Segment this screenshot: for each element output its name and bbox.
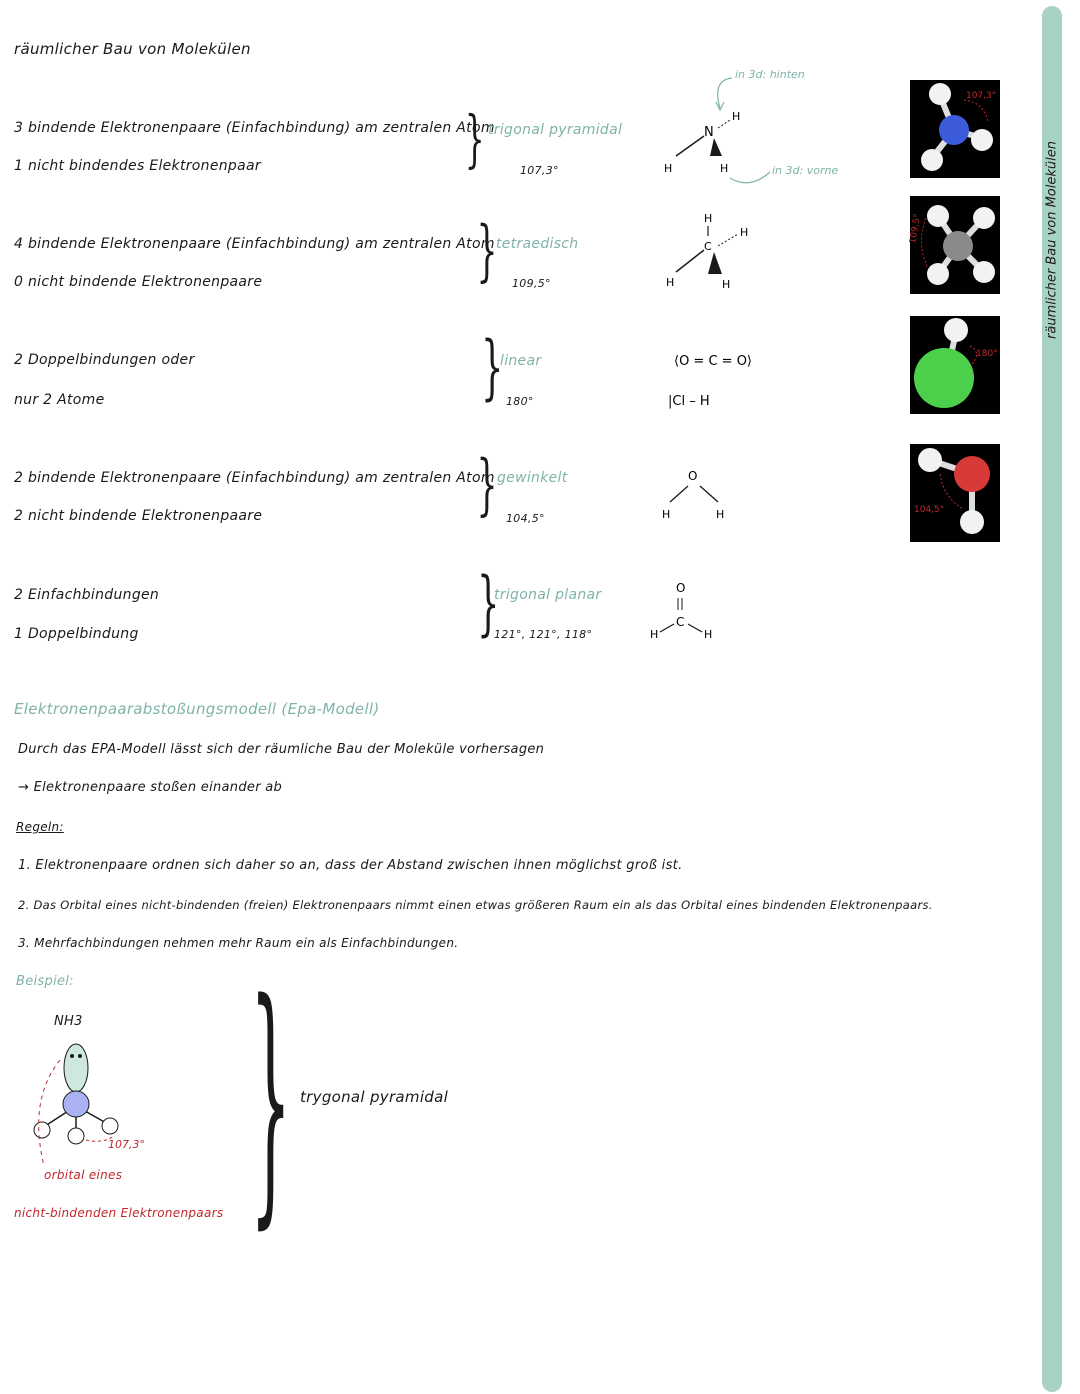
- svg-text:H: H: [740, 226, 749, 239]
- row1-angle: 107,3°: [520, 164, 559, 177]
- nh3-ball-model: [910, 80, 1000, 178]
- h2o-structure: [662, 469, 724, 521]
- nh3-structure: [664, 68, 838, 183]
- svg-text:C: C: [676, 615, 685, 629]
- svg-text:H: H: [666, 276, 675, 289]
- h2o-ball-model: [910, 444, 1000, 542]
- nh3-ball-angle: 107,3°: [966, 91, 997, 101]
- svg-text:H: H: [720, 162, 729, 175]
- nh3-front-note: in 3d: vorne: [772, 164, 839, 177]
- nh3-orbital-angle: 107,3°: [108, 1138, 145, 1151]
- svg-text:H: H: [704, 628, 713, 641]
- epa-example-label: Beispiel:: [16, 974, 74, 989]
- row1-line2: 1 nicht bindendes Elektronenpaar: [14, 158, 261, 174]
- row4-line1: 2 bindende Elektronenpaare (Einfachbindung) am zentralen Atom: [14, 470, 495, 486]
- svg-text:H: H: [732, 110, 741, 123]
- row4-brace: }: [476, 446, 498, 523]
- orbital-label-1: orbital eines: [44, 1168, 123, 1182]
- nh3-n: N: [704, 125, 714, 140]
- h2o-ball-angle: 104,5°: [914, 505, 945, 515]
- hcl-ball-angle: 180°: [976, 349, 998, 359]
- epa-rule-3: 3. Mehrfachbindungen nehmen mehr Raum ein als Einfachbindungen.: [18, 936, 459, 950]
- row3-angle: 180°: [506, 395, 534, 408]
- epa-rule-1: 1. Elektronenpaare ordnen sich daher so an, dass der Abstand zwischen ihnen möglichst groß ist.: [18, 858, 683, 873]
- svg-text:H: H: [650, 628, 659, 641]
- example-brace: }: [250, 949, 292, 1251]
- row2-line1: 4 bindende Elektronenpaare (Einfachbindung) am zentralen Atom: [14, 236, 495, 252]
- row3-line2: nur 2 Atome: [14, 392, 105, 408]
- row3-line1: 2 Doppelbindungen oder: [14, 352, 195, 368]
- svg-text:O: O: [676, 581, 686, 595]
- row5-shape: trigonal planar: [494, 587, 602, 603]
- row5-brace: }: [477, 562, 500, 644]
- row4-line2: 2 nicht bindende Elektronenpaare: [14, 508, 263, 524]
- svg-text:H: H: [716, 508, 725, 521]
- row4-angle: 104,5°: [506, 512, 545, 525]
- row5-line1: 2 Einfachbindungen: [14, 587, 160, 603]
- row2-line2: 0 nicht bindende Elektronenpaare: [14, 274, 263, 290]
- row2-brace: }: [476, 212, 498, 289]
- structure-formulas: [640, 60, 880, 660]
- ch2o-structure: [650, 581, 712, 641]
- nh3-orbital-drawing: [20, 1040, 200, 1180]
- epa-heading: Elektronenpaarabstoßungsmodell (Epa-Modell): [14, 700, 380, 718]
- orbital-label-2: nicht-bindenden Elektronenpaars: [14, 1206, 224, 1220]
- row5-line2: 1 Doppelbindung: [14, 626, 139, 642]
- row5-angle: 121°, 121°, 118°: [494, 628, 593, 641]
- row1-shape: trigonal pyramidal: [488, 122, 623, 138]
- h2o-o: O: [688, 469, 698, 483]
- svg-text:H: H: [722, 278, 731, 291]
- co2-formula: ⟨O = C = O⟩: [674, 354, 752, 369]
- ch4-ball-angle: 109,5°: [908, 212, 924, 245]
- row3-shape: linear: [500, 353, 542, 369]
- svg-text:H: H: [662, 508, 671, 521]
- svg-text:H: H: [664, 162, 673, 175]
- epa-rule-2: 2. Das Orbital eines nicht-bindenden (freien) Elektronenpaars nimmt einen etwas größeren Raum ein als das Orbital eines bindenden Elektronenpaars.: [18, 898, 933, 912]
- epa-result: trygonal pyramidal: [300, 1088, 449, 1106]
- epa-rules-label: Regeln:: [16, 820, 64, 834]
- hcl-formula: |Cl – H: [668, 394, 710, 409]
- ch4-structure: [666, 212, 748, 291]
- ch4-ball-model: [910, 196, 1000, 294]
- row1-brace: }: [464, 102, 485, 175]
- row1-line1: 3 bindende Elektronenpaare (Einfachbindung) am zentralen Atom: [14, 120, 495, 136]
- side-label: räumlicher Bau von Molekülen: [1044, 141, 1060, 339]
- epa-intro: Durch das EPA-Modell lässt sich der räumliche Bau der Moleküle vorhersagen: [18, 742, 545, 757]
- svg-text:H: H: [704, 212, 713, 225]
- nh3-back-note: in 3d: hinten: [735, 68, 805, 81]
- epa-molecule: NH3: [54, 1014, 83, 1029]
- epa-arrow-line: → Elektronenpaare stoßen einander ab: [18, 780, 283, 795]
- row2-shape: tetraedisch: [496, 236, 579, 252]
- page-title: räumlicher Bau von Molekülen: [14, 40, 251, 58]
- row3-brace: }: [481, 326, 504, 408]
- row2-angle: 109,5°: [512, 277, 551, 290]
- ch4-c: C: [704, 240, 712, 253]
- row4-shape: gewinkelt: [497, 470, 568, 486]
- hcl-ball-model: [910, 316, 1000, 414]
